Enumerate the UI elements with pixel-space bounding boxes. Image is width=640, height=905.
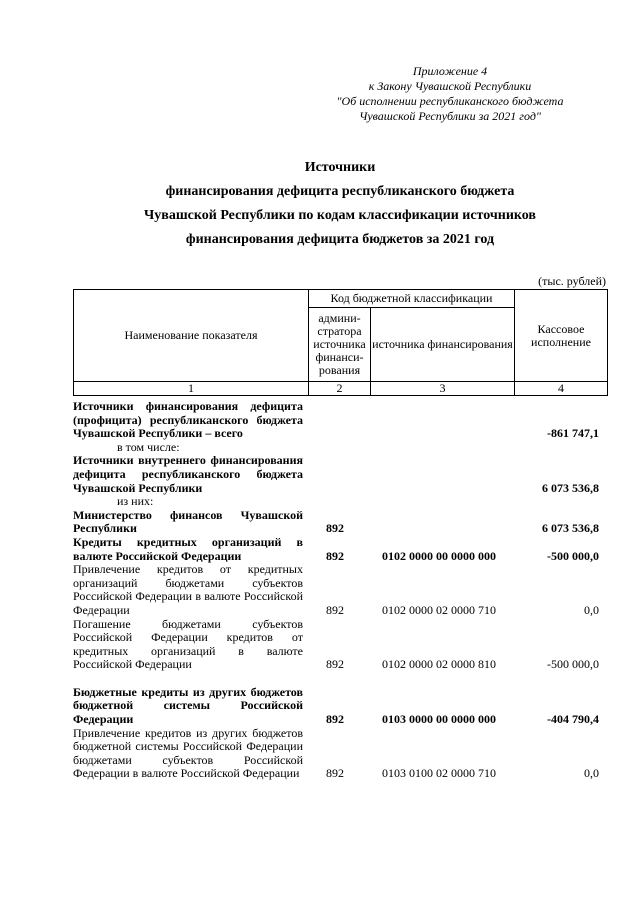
row-name: Бюджетные кредиты из других бюджетов бюджетной системы Российской Федерации bbox=[73, 684, 303, 727]
table-row bbox=[73, 727, 607, 781]
row-value: 6 073 536,8 bbox=[542, 480, 599, 495]
column-number: 2 bbox=[309, 382, 371, 396]
row-value: 0,0 bbox=[584, 766, 599, 781]
units-label: (тыс. рублей) bbox=[538, 274, 606, 288]
row-source-code: 0102 0000 02 0000 710 bbox=[382, 602, 496, 617]
row-name: Привлечение кредитов из других бюджетов бюджетной системы Российской Федерации бюджетами субъектов Российской Федерации в валюте Российской Федерации bbox=[73, 725, 303, 781]
row-source-code: 0102 0000 02 0000 810 bbox=[382, 657, 496, 672]
header-source-column: источника финансирования bbox=[371, 308, 515, 382]
row-source-code: 0103 0100 02 0000 710 bbox=[382, 766, 496, 781]
table-row bbox=[73, 441, 607, 455]
table-row bbox=[73, 618, 607, 672]
row-name: Привлечение кредитов от кредитных организаций бюджетами субъектов Российской Федерации в валюте Российской Федерации bbox=[73, 562, 303, 617]
table-header bbox=[73, 289, 608, 396]
column-number: 3 bbox=[371, 382, 515, 396]
appendix-line: к Закону Чувашской Республики bbox=[368, 79, 532, 93]
appendix-line: Чувашской Республики за 2021 год" bbox=[359, 109, 541, 123]
row-source-code: 0103 0000 00 0000 000 bbox=[382, 712, 496, 727]
column-number: 1 bbox=[74, 382, 309, 396]
row-admin-code: 892 bbox=[326, 521, 344, 536]
row-name: Погашение бюджетами субъектов Российской Федерации кредитов от кредитных организаций в валюте Российской Федерации bbox=[73, 616, 303, 672]
row-value: 6 073 536,8 bbox=[542, 521, 599, 536]
title-line: Чувашской Республики по кодам классификации источников bbox=[144, 208, 536, 223]
row-name: Кредиты кредитных организаций в валюте Российской Федерации bbox=[73, 534, 303, 563]
row-admin-code: 892 bbox=[326, 657, 344, 672]
document-title bbox=[60, 156, 620, 252]
header-admin-column: админи-стратора источника финанси-рования bbox=[309, 308, 371, 382]
row-name: из них: bbox=[117, 494, 154, 509]
row-name: Источники внутреннего финансирования дефицита республиканского бюджета Чувашской Республики bbox=[73, 453, 303, 495]
table-row bbox=[73, 400, 607, 441]
row-spacer bbox=[73, 672, 607, 686]
appendix-block bbox=[300, 64, 600, 124]
title-line: Источники bbox=[304, 160, 376, 175]
table-row bbox=[73, 686, 607, 727]
table-row bbox=[73, 536, 607, 563]
header-exec-column: Кассовое исполнение bbox=[515, 290, 608, 382]
row-name: Источники финансирования дефицита (профицита) республиканского бюджета Чувашской Республики – всего bbox=[73, 399, 303, 441]
table-body bbox=[73, 400, 607, 781]
row-name: Министерство финансов Чувашской Республики bbox=[73, 507, 303, 536]
table-row bbox=[73, 454, 607, 495]
row-source-code: 0102 0000 00 0000 000 bbox=[382, 548, 496, 563]
header-code-group: Код бюджетной классификации bbox=[309, 290, 515, 308]
row-admin-code: 892 bbox=[326, 548, 344, 563]
row-name: в том числе: bbox=[117, 439, 180, 454]
row-admin-code: 892 bbox=[326, 766, 344, 781]
title-line: финансирования дефицита республиканского бюджета bbox=[165, 184, 515, 199]
row-value: -861 747,1 bbox=[547, 426, 599, 441]
row-value: 0,0 bbox=[584, 602, 599, 617]
column-number: 4 bbox=[515, 382, 608, 396]
table-row bbox=[73, 509, 607, 536]
header-name-column: Наименование показателя bbox=[74, 290, 309, 382]
table-row bbox=[73, 563, 607, 617]
row-value: -500 000,0 bbox=[547, 548, 599, 563]
appendix-line: "Об исполнении республиканского бюджета bbox=[336, 94, 564, 108]
row-admin-code: 892 bbox=[326, 602, 344, 617]
title-line: финансирования дефицита бюджетов за 2021 год bbox=[185, 232, 495, 247]
row-admin-code: 892 bbox=[326, 712, 344, 727]
row-value: -500 000,0 bbox=[547, 657, 599, 672]
row-value: -404 790,4 bbox=[547, 712, 599, 727]
table-row bbox=[73, 495, 607, 509]
appendix-line: Приложение 4 bbox=[412, 64, 488, 78]
